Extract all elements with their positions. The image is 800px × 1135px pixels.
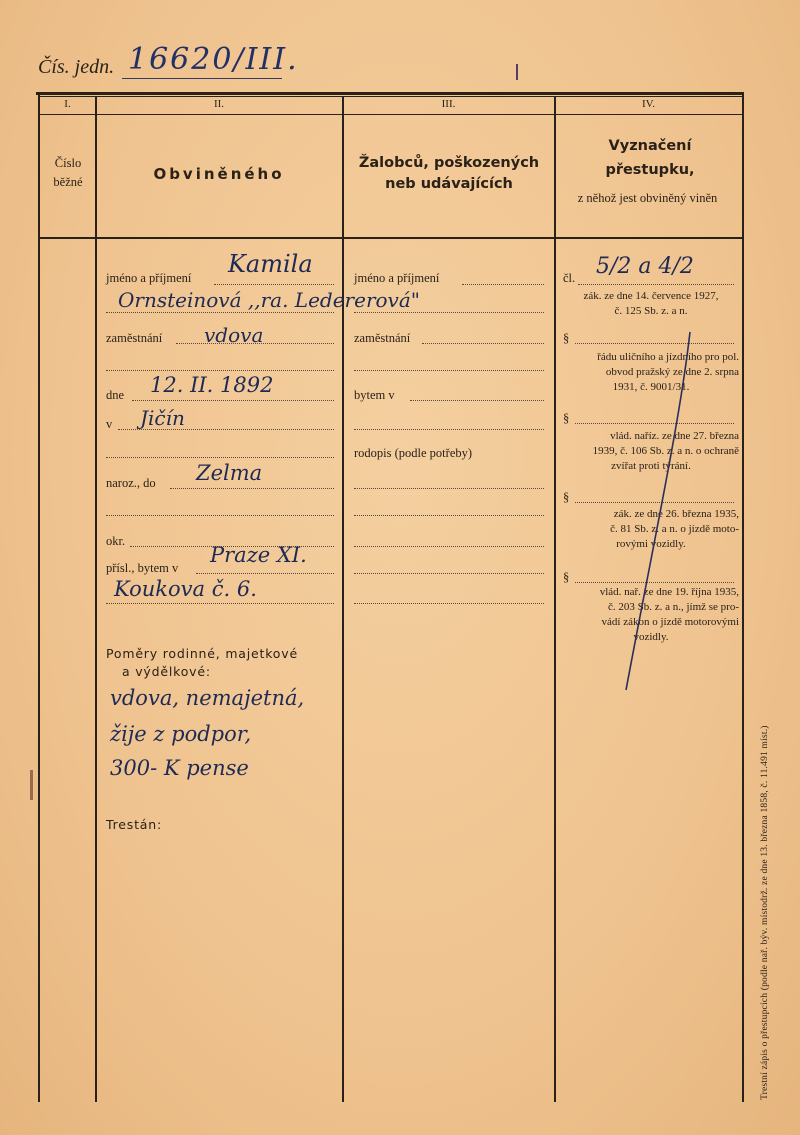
binding-mark <box>30 770 33 800</box>
offence-4-line2: č. 81 Sb. z. a n. o jízdě moto- <box>610 523 739 535</box>
offence-2-line1: řádu uličního a jízdního pro pol. <box>597 351 739 363</box>
offence-5-line3: vádí zákon o jízdě motorovými <box>601 616 739 628</box>
accused-born-line <box>170 488 334 489</box>
plaintiff-job-line <box>422 343 544 344</box>
offence-1-hand: 5/2 a 4/2 <box>596 254 694 279</box>
offence-5-prefix: § <box>563 570 570 584</box>
plaintiff-name-label: jméno a příjmení <box>354 271 440 285</box>
family-label-2: a výdělkové: <box>122 664 211 679</box>
offence-3-prefix: § <box>563 411 570 425</box>
accused-residence-value-2: Koukova č. 6. <box>114 577 257 601</box>
accused-residence-label: přísl., bytem v <box>106 561 179 575</box>
offence-1-line <box>578 284 734 285</box>
offence-3-line1: vlád. naříz. ze dne 27. března <box>610 430 739 442</box>
offence-5-line2: č. 203 Sb. z. a n., jímž se pro- <box>607 601 739 613</box>
col-divider-2 <box>342 96 344 1102</box>
col-header-4-sub: z něhož jest obviněný viněn <box>577 191 718 205</box>
offence-4-prefix: § <box>563 490 570 504</box>
table-left-border <box>38 92 40 1102</box>
reference-label: Čís. jedn. <box>38 56 115 78</box>
offence-1-line1: zák. ze dne 14. července 1927, <box>583 290 719 302</box>
accused-blank-line-2 <box>106 457 334 458</box>
plaintiff-blank-line-2 <box>354 429 544 430</box>
col-num-4: IV. <box>642 98 655 110</box>
offence-1-prefix: čl. <box>563 271 576 285</box>
plaintiff-job-label: zaměstnání <box>354 331 411 345</box>
table-right-border <box>742 92 744 1102</box>
col-num-3: III. <box>441 98 456 110</box>
offence-2-line2: obvod pražský ze dne 2. srpna <box>605 366 739 378</box>
plaintiff-residence-line <box>410 400 544 401</box>
accused-name-line <box>214 284 334 285</box>
plaintiff-bio-line-4 <box>354 573 544 574</box>
plaintiff-bio-label: rodopis (podle potřeby) <box>354 446 473 460</box>
accused-blank-line-3 <box>106 515 334 516</box>
offence-5-line1: vlád. nař. ze dne 19. října 1935, <box>599 586 739 598</box>
offence-2-line3: 1931, č. 9001/31. <box>612 381 690 393</box>
strike-line <box>600 330 700 700</box>
col-num-1: I. <box>64 98 71 110</box>
reference-underline <box>122 78 282 79</box>
family-label-1: Poměry rodinné, majetkové <box>106 646 298 661</box>
offence-4-line1: zák. ze dne 26. března 1935, <box>613 508 739 520</box>
col-header-3: Žalobců, poškozených neb udávajících <box>358 155 540 192</box>
family-value-3: 300- K pense <box>110 756 249 780</box>
offence-4-line3: rovými vozidly. <box>616 538 686 550</box>
plaintiff-bio-line-2 <box>354 515 544 516</box>
col-num-2: II. <box>213 98 225 110</box>
accused-born-value: Zelma <box>196 461 263 485</box>
accused-residence-value-1: Praze XI. <box>210 543 307 567</box>
family-value-1: vdova, nemajetná, <box>110 686 305 710</box>
offence-1-line2: č. 125 Sb. z. a n. <box>614 305 688 317</box>
accused-place-label: v <box>106 417 113 431</box>
ink-mark <box>516 64 518 80</box>
accused-date-label: dne <box>106 388 125 402</box>
accused-residence-line <box>196 573 334 574</box>
family-value-2: žije z podpor, <box>110 722 252 746</box>
offence-5-line4: vozidly. <box>633 631 669 643</box>
col-divider-3 <box>554 96 556 1102</box>
col-header-4-main: Vyznačení přestupku, <box>605 138 695 178</box>
accused-place-value: Jičín <box>140 406 185 430</box>
plaintiff-name-line <box>462 284 544 285</box>
accused-blank-line-1 <box>106 370 334 371</box>
offence-2-prefix: § <box>563 331 570 345</box>
accused-name-value-2: Ornsteinová ,,ra. Ledererová" <box>118 288 420 312</box>
col-header-1: Číslo běžné <box>53 156 83 189</box>
accused-born-label: naroz., do <box>106 476 156 490</box>
punished-label: Trestán: <box>106 817 162 832</box>
accused-job-value: vdova <box>204 323 264 347</box>
accused-name-line-2 <box>106 312 334 313</box>
accused-job-label: zaměstnání <box>106 331 163 345</box>
accused-name-label: jméno a příjmení <box>106 271 192 285</box>
side-note: Trestní zápis o přestupcích (podle nař. býv. místodrž. ze dne 13. března 1858, č. 11.491 míst.) <box>760 725 770 1100</box>
table-top-border-inner <box>40 96 744 97</box>
plaintiff-bio-line-5 <box>354 603 544 604</box>
accused-date-line <box>132 400 334 401</box>
plaintiff-residence-label: bytem v <box>354 388 395 402</box>
accused-district-label: okr. <box>106 534 126 548</box>
reference-number: 16620/III. <box>128 42 299 77</box>
accused-date-value: 12. II. 1892 <box>150 373 274 397</box>
table-top-border <box>36 92 744 95</box>
plaintiff-name-line-2 <box>354 312 544 313</box>
plaintiff-bio-line-3 <box>354 546 544 547</box>
accused-name-value-1: Kamila <box>228 250 313 278</box>
accused-residence-line-2 <box>106 603 334 604</box>
plaintiff-bio-line <box>354 488 544 489</box>
plaintiff-blank-line-1 <box>354 370 544 371</box>
header-bottom-rule <box>40 237 744 239</box>
header-numbers-rule <box>40 114 744 115</box>
offence-3-line3: zvířat proti týrání. <box>611 460 691 472</box>
offence-3-line2: 1939, č. 106 Sb. z. a n. o ochraně <box>592 445 739 457</box>
col-header-2: Obviněného <box>153 165 285 183</box>
col-divider-1 <box>95 96 97 1102</box>
